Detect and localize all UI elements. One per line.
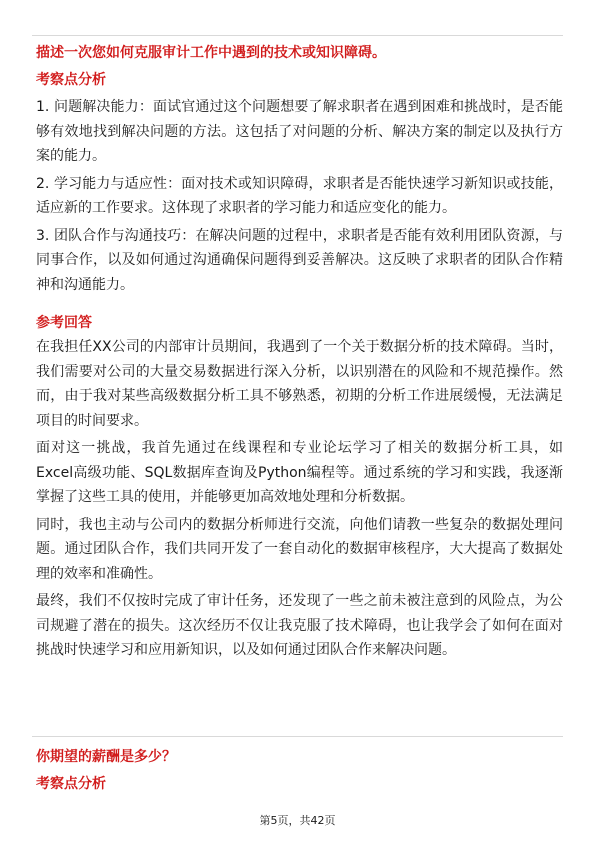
analysis-point-3: 3. 团队合作与沟通技巧：在解决问题的过程中，求职者是否能有效利用团队资源，与同事合作，以及如何通过沟通确保问题得到妥善解决。这反映了求职者的团队合作精神和沟通能力。 xyxy=(36,227,563,293)
analysis-point-2: 2. 学习能力与适应性：面对技术或知识障碍，求职者是否能快速学习新知识或技能，适应新的工作要求。这体现了求职者的学习能力和适应变化的能力。 xyxy=(36,175,563,216)
top-divider xyxy=(32,35,563,36)
question-2-title: 你期望的薪酬是多少？ xyxy=(36,749,176,765)
answer-paragraph-3: 同时，我也主动与公司内的数据分析师进行交流，向他们请教一些复杂的数据处理问题。通过团队合作，我们共同开发了一套自动化的数据审核程序，大大提高了数据处理的效率和准确性。 xyxy=(36,516,563,582)
question-1-title: 描述一次您如何克服审计工作中遇到的技术或知识障碍。 xyxy=(36,45,386,61)
section-divider xyxy=(32,736,563,737)
analysis-heading-2: 考察点分析 xyxy=(36,776,106,792)
analysis-point-1: 1. 问题解决能力：面试官通过这个问题想要了解求职者在遇到困难和挑战时，是否能够有效地找到解决问题的方法。这包括了对问题的分析、解决方案的制定以及执行方案的能力。 xyxy=(36,99,563,164)
question-2-block xyxy=(36,745,563,796)
answer-paragraph-4: 最终，我们不仅按时完成了审计任务，还发现了一些之前未被注意到的风险点，为公司规避了潜在的损失。这次经历不仅让我克服了技术障碍，也让我学会了如何在面对挑战时快速学习和应用新知识，以及如何通过团队合作来解决问题。 xyxy=(36,593,563,658)
answer-paragraph-2: 面对这一挑战，我首先通过在线课程和专业论坛学习了相关的数据分析工具，如Excel高级功能、SQL数据库查询及Python编程等。通过系统的学习和实践，我逐渐掌握了这些工具的使用，并能够更加高效地处理和分析数据。 xyxy=(36,440,563,505)
answer-paragraph-1: 在我担任XX公司的内部审计员期间，我遇到了一个关于数据分析的技术障碍。当时，我们需要对公司的大量交易数据进行深入分析，以识别潜在的风险和不规范操作。然而，由于我对某些高级数据分析工具不够熟悉，初期的分析工作进展缓慢，无法满足项目的时间要求。 xyxy=(36,339,563,429)
question-1-block xyxy=(36,41,563,663)
analysis-heading: 考察点分析 xyxy=(36,72,106,88)
answer-heading: 参考回答 xyxy=(36,315,92,331)
page-indicator: 第5页，共42页 xyxy=(259,814,336,827)
